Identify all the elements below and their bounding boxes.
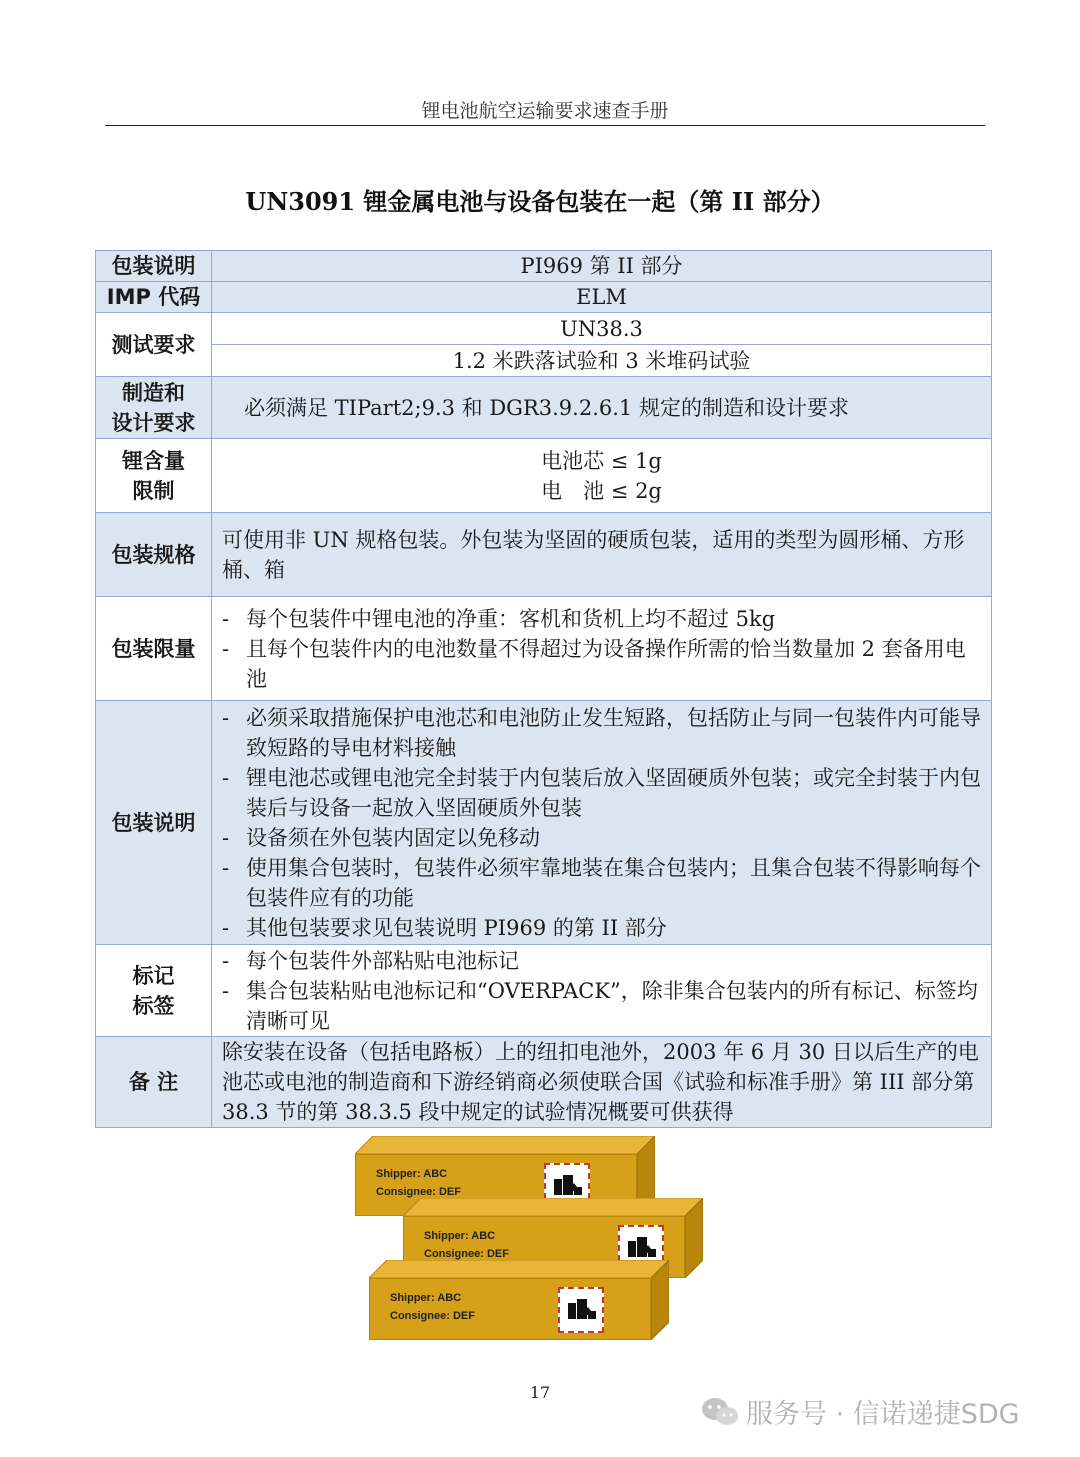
list-item: - 集合包装粘贴电池标记和“OVERPACK”，除非集合包装内的所有标记、标签均清晰可见 [222, 976, 981, 1036]
table-row [96, 313, 992, 345]
table-row [96, 377, 992, 439]
box-top-face [403, 1198, 703, 1216]
box-top-face [369, 1260, 669, 1278]
table-row [96, 701, 992, 945]
row-value: 除安装在设备（包括电路板）上的纽扣电池外，2003 年 6 月 30 日以后生产的电池芯或电池的制造商和下游经销商必须使联合国《试验和标准手册》第 III 部分第 38.3 节的第 38.3.5 段中规定的试验情况概要可供获得 [212, 1037, 992, 1128]
table-row [96, 1037, 992, 1128]
wechat-icon [700, 1396, 740, 1428]
row-label: 包装说明 [96, 701, 212, 945]
table-row [96, 251, 992, 282]
row-value: 可使用非 UN 规格包装。外包装为坚固的硬质包装，适用的类型为圆形桶、方形桶、箱 [212, 513, 992, 597]
package-stack-illustration [355, 1136, 715, 1356]
box-front-face [369, 1278, 651, 1340]
row-value: PI969 第 II 部分 [212, 251, 992, 282]
row-value [212, 701, 992, 945]
row-label: 包装说明 [96, 251, 212, 282]
page-number: 17 [529, 1383, 551, 1402]
list-item: - 且每个包装件内的电池数量不得超过为设备操作所需的恰当数量加 2 套备用电池 [222, 634, 981, 694]
table-row [96, 513, 992, 597]
list-item: - 必须采取措施保护电池芯和电池防止发生短路，包括防止与同一包装件内可能导致短路的导电材料接触 [222, 703, 981, 763]
row-label: 标记 标签 [96, 945, 212, 1037]
list-item: - 锂电池芯或锂电池完全封装于内包装后放入坚固硬质外包装；或完全封装于内包装后与设备一起放入坚固硬质外包装 [222, 763, 981, 823]
requirements-table [95, 250, 992, 1128]
table-row [96, 945, 992, 1037]
header-rule [105, 125, 985, 126]
row-value: ELM [212, 282, 992, 313]
row-label: 锂含量 限制 [96, 439, 212, 513]
row-label: 备 注 [96, 1037, 212, 1128]
shipping-address: Shipper: ABC Consignee: DEF [390, 1292, 475, 1322]
table-row [96, 282, 992, 313]
shipping-address: Shipper: ABC Consignee: DEF [376, 1168, 461, 1198]
list-item: - 每个包装件外部粘贴电池标记 [222, 946, 981, 976]
list-item: - 每个包装件中锂电池的净重：客机和货机上均不超过 5kg [222, 604, 981, 634]
row-value: 必须满足 TIPart2;9.3 和 DGR3.9.2.6.1 规定的制造和设计要求 [212, 377, 992, 439]
row-value [212, 597, 992, 701]
row-label: 包装规格 [96, 513, 212, 597]
row-label: IMP 代码 [96, 282, 212, 313]
row-label: 测试要求 [96, 313, 212, 377]
list-item: - 设备须在外包装内固定以免移动 [222, 823, 981, 853]
list-item: - 其他包装要求见包装说明 PI969 的第 II 部分 [222, 913, 981, 943]
watermark [700, 1392, 1020, 1431]
lithium-battery-mark-icon [558, 1287, 604, 1333]
row-label: 制造和 设计要求 [96, 377, 212, 439]
table-row [96, 439, 992, 513]
shipping-address: Shipper: ABC Consignee: DEF [424, 1230, 509, 1260]
row-label: 包装限量 [96, 597, 212, 701]
running-header: 锂电池航空运输要求速查手册 [421, 100, 669, 122]
box-top-face [355, 1136, 655, 1154]
watermark-text: 服务号 · 信诺递捷SDG [746, 1399, 1020, 1430]
table-row [96, 597, 992, 701]
row-value [212, 945, 992, 1037]
row-value: 电池芯 ≤ 1g 电 池 ≤ 2g [212, 439, 992, 513]
page-title: UN3091 锂金属电池与设备包装在一起（第 II 部分） [245, 187, 835, 216]
box-side-face [651, 1260, 669, 1340]
list-item: - 使用集合包装时，包装件必须牢靠地装在集合包装内；且集合包装不得影响每个包装件应有的功能 [222, 853, 981, 913]
row-value: 1.2 米跌落试验和 3 米堆码试验 [212, 345, 992, 377]
box-side-face [685, 1198, 703, 1278]
package-box [369, 1260, 669, 1340]
row-value: UN38.3 [212, 313, 992, 345]
table-row [96, 345, 992, 377]
